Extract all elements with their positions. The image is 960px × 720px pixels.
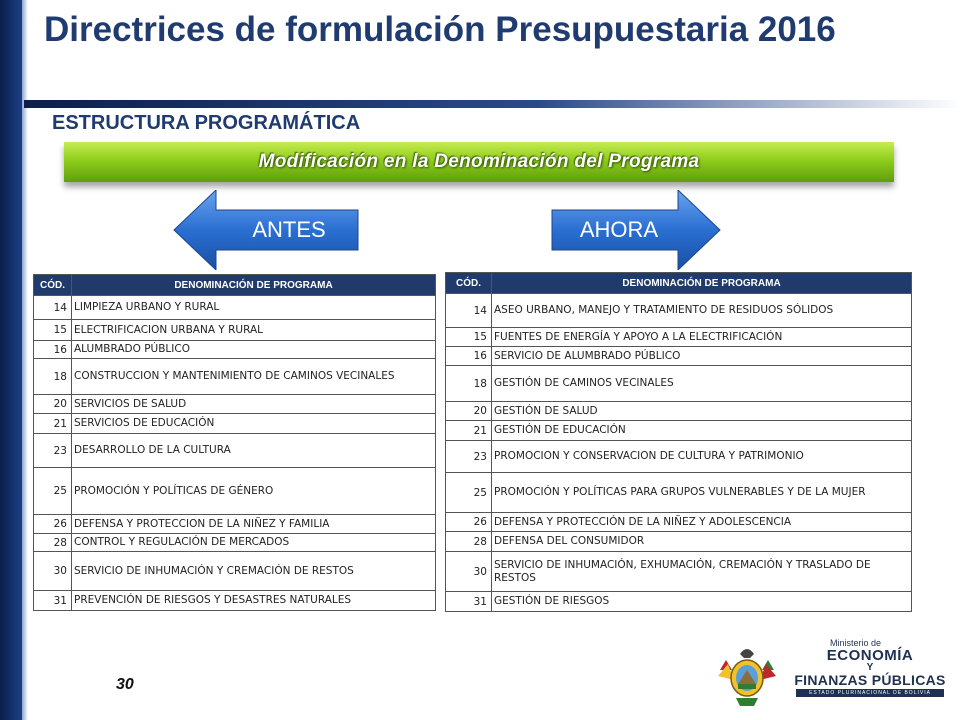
- table-row: [446, 592, 912, 612]
- table-row: [34, 320, 436, 341]
- table-row: [446, 532, 912, 552]
- row-name: ALUMBRADO PÚBLICO: [72, 341, 436, 359]
- page-number: 30: [116, 676, 134, 693]
- row-name: DESARROLLO DE LA CULTURA: [72, 434, 436, 468]
- ministry-line5: ESTADO PLURINACIONAL DE BOLIVIA: [796, 689, 944, 697]
- row-name: PREVENCIÓN DE RIESGOS Y DESASTRES NATURALES: [72, 591, 436, 611]
- row-code: 15: [446, 328, 492, 347]
- table-header-row: [34, 275, 436, 296]
- table-row: [34, 591, 436, 611]
- name-column-header: DENOMINACIÓN DE PROGRAMA: [492, 273, 912, 294]
- table-row: [446, 402, 912, 421]
- row-code: 14: [34, 296, 72, 320]
- row-name: SERVICIO DE INHUMACIÓN, EXHUMACIÓN, CREMACIÓN Y TRASLADO DE RESTOS: [492, 552, 912, 592]
- row-name: SERVICIOS DE EDUCACIÓN: [72, 414, 436, 434]
- table-row: [446, 552, 912, 592]
- row-code: 23: [446, 441, 492, 473]
- table-row: [34, 468, 436, 515]
- table-row: [34, 552, 436, 591]
- table-row: [34, 296, 436, 320]
- ministry-line3: Y: [866, 662, 874, 673]
- row-code: 31: [34, 591, 72, 611]
- row-code: 18: [446, 366, 492, 402]
- row-name: ASEO URBANO, MANEJO Y TRATAMIENTO DE RESIDUOS SÓLIDOS: [492, 294, 912, 328]
- row-code: 28: [446, 532, 492, 552]
- row-name: DEFENSA DEL CONSUMIDOR: [492, 532, 912, 552]
- table-header-row: [446, 273, 912, 294]
- title-underline: [24, 100, 960, 108]
- row-code: 16: [34, 341, 72, 359]
- row-name: LIMPIEZA URBANO Y RURAL: [72, 296, 436, 320]
- table-row: [446, 441, 912, 473]
- row-code: 31: [446, 592, 492, 612]
- slide-title: Directrices de formulación Presupuestaria 2016: [44, 10, 836, 49]
- row-name: DEFENSA Y PROTECCIÓN DE LA NIÑEZ Y ADOLESCENCIA: [492, 513, 912, 532]
- ministry-line4: FINANZAS PÚBLICAS: [794, 672, 946, 688]
- table-row: [446, 366, 912, 402]
- row-code: 23: [34, 434, 72, 468]
- row-code: 20: [34, 395, 72, 414]
- row-name: GESTIÓN DE CAMINOS VECINALES: [492, 366, 912, 402]
- row-code: 30: [446, 552, 492, 592]
- after-programs-table: [445, 272, 912, 612]
- row-code: 16: [446, 347, 492, 366]
- table-row: [446, 294, 912, 328]
- row-name: SERVICIO DE INHUMACIÓN Y CREMACIÓN DE RESTOS: [72, 552, 436, 591]
- ministry-line1: Ministerio de: [830, 638, 882, 648]
- row-name: GESTIÓN DE RIESGOS: [492, 592, 912, 612]
- coat-of-arms-icon: [716, 640, 778, 710]
- ahora-arrow: [550, 190, 750, 270]
- before-programs-table: [33, 274, 436, 611]
- table-row: [446, 347, 912, 366]
- table-row: [446, 421, 912, 441]
- table-row: [34, 395, 436, 414]
- row-code: 20: [446, 402, 492, 421]
- row-name: ELECTRIFICACION URBANA Y RURAL: [72, 320, 436, 341]
- table-row: [34, 414, 436, 434]
- row-name: DEFENSA Y PROTECCION DE LA NIÑEZ Y FAMILIA: [72, 515, 436, 534]
- row-code: 25: [34, 468, 72, 515]
- row-name: SERVICIOS DE SALUD: [72, 395, 436, 414]
- table-row: [446, 328, 912, 347]
- left-decorative-band: [0, 0, 22, 720]
- section-subtitle: ESTRUCTURA PROGRAMÁTICA: [52, 112, 361, 134]
- row-name: SERVICIO DE ALUMBRADO PÚBLICO: [492, 347, 912, 366]
- antes-arrow: [160, 190, 360, 270]
- row-code: 28: [34, 534, 72, 552]
- ministry-line2: ECONOMÍA: [826, 647, 914, 664]
- table-row: [34, 341, 436, 359]
- table-row: [34, 359, 436, 395]
- table-row: [34, 434, 436, 468]
- row-name: CONSTRUCCION Y MANTENIMIENTO DE CAMINOS VECINALES: [72, 359, 436, 395]
- green-banner: Modificación en la Denominación del Programa: [64, 142, 894, 182]
- row-name: GESTIÓN DE SALUD: [492, 402, 912, 421]
- row-code: 14: [446, 294, 492, 328]
- row-name: CONTROL Y REGULACIÓN DE MERCADOS: [72, 534, 436, 552]
- row-code: 26: [446, 513, 492, 532]
- table-row: [34, 515, 436, 534]
- row-code: 21: [34, 414, 72, 434]
- row-code: 26: [34, 515, 72, 534]
- antes-label: ANTES: [252, 217, 326, 242]
- code-column-header: CÓD.: [34, 275, 72, 296]
- table-row: [34, 534, 436, 552]
- row-code: 18: [34, 359, 72, 395]
- row-code: 25: [446, 473, 492, 513]
- row-name: GESTIÓN DE EDUCACIÓN: [492, 421, 912, 441]
- row-code: 30: [34, 552, 72, 591]
- row-code: 15: [34, 320, 72, 341]
- row-code: 21: [446, 421, 492, 441]
- ahora-label: AHORA: [579, 217, 659, 242]
- left-decorative-gradient: [22, 0, 28, 720]
- row-name: PROMOCIÓN Y POLÍTICAS DE GÉNERO: [72, 468, 436, 515]
- table-row: [446, 513, 912, 532]
- row-name: FUENTES DE ENERGÍA Y APOYO A LA ELECTRIFICACIÓN: [492, 328, 912, 347]
- ministry-logo: [790, 638, 950, 718]
- table-row: [446, 473, 912, 513]
- code-column-header: CÓD.: [446, 273, 492, 294]
- row-name: PROMOCIÓN Y POLÍTICAS PARA GRUPOS VULNERABLES Y DE LA MUJER: [492, 473, 912, 513]
- name-column-header: DENOMINACIÓN DE PROGRAMA: [72, 275, 436, 296]
- row-name: PROMOCION Y CONSERVACION DE CULTURA Y PATRIMONIO: [492, 441, 912, 473]
